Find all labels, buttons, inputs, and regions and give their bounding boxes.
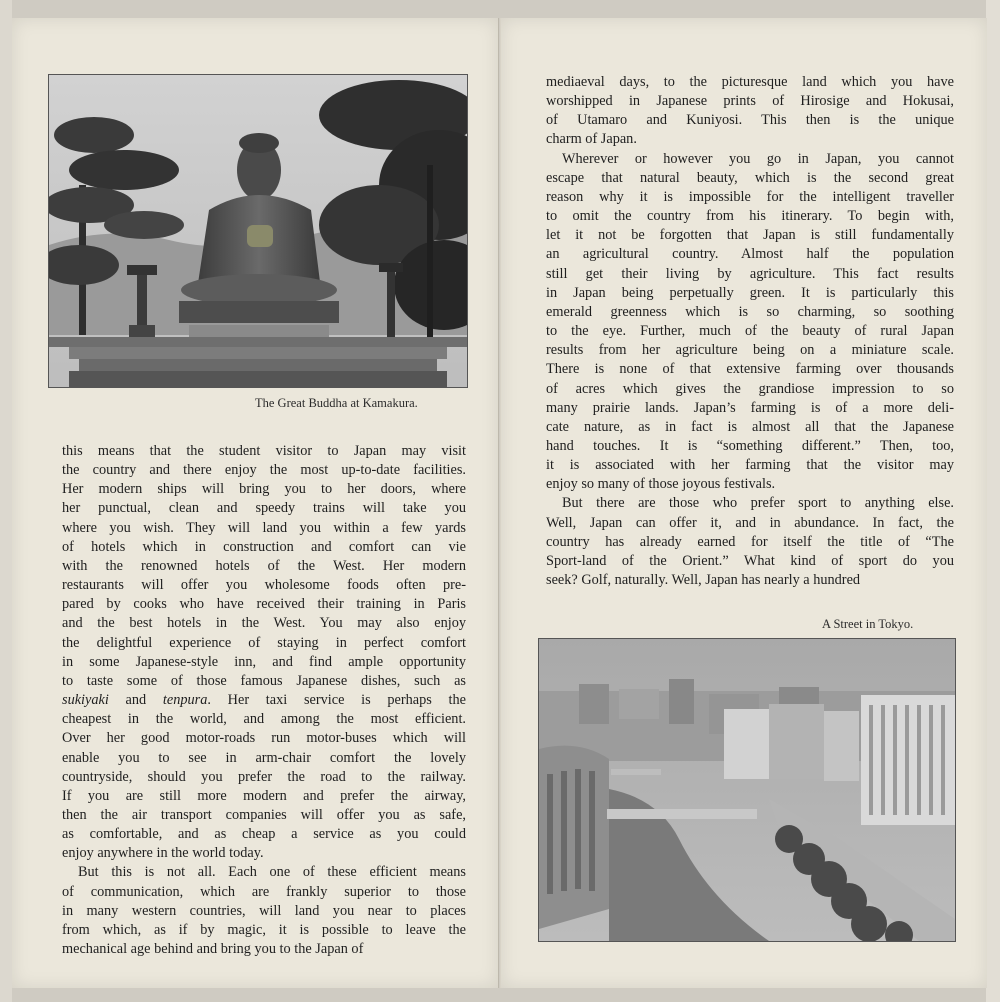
- text-line: the country and there enjoy the most up-to-date facilities.: [62, 462, 466, 479]
- text-line: Her modern ships will bring you to her doors, where: [62, 481, 466, 498]
- text-line: it is associated with her farming that the visitor may: [546, 457, 954, 474]
- text-line: country has already earned for itself the title of “The: [546, 533, 954, 550]
- text-line: countryside, should you prefer the road to the railway.: [62, 768, 466, 785]
- text-segment: and: [108, 692, 163, 709]
- text-line: [62, 691, 466, 710]
- text-line: of acres which gives the grandiose impression to so: [546, 380, 954, 397]
- text-line: mediaeval days, to the picturesque land which you have: [546, 74, 954, 90]
- text-line: reason why it is impossible for the intelligent traveller: [546, 188, 954, 205]
- text-line: cheapest in the world, and among the most efficient.: [62, 711, 466, 728]
- tokyo-street-photo: [538, 638, 956, 942]
- text-line: Over her good motor-roads run motor-buses which will: [62, 730, 466, 747]
- text-line: enjoy anywhere in the world today.: [62, 845, 264, 862]
- text-line: in some Japanese-style inn, and find ample opportunity: [62, 653, 466, 670]
- text-line: and the best hotels in the West. You may also enjoy: [62, 615, 466, 632]
- text-line: in Japan being perpetually green. It is particularly this: [546, 284, 954, 301]
- text-line: then the air transport companies will offer you as safe,: [62, 806, 466, 823]
- text-line: enjoy so many of those joyous festivals.: [546, 476, 776, 493]
- text-line: to the eye. Further, much of the beauty of rural Japan: [546, 323, 954, 340]
- text-line: her punctual, clean and speedy trains will take you: [62, 500, 466, 517]
- text-line: Well, Japan can offer it, and in abundance. In fact, the: [546, 514, 954, 531]
- text-line: But there are those who prefer sport to anything else.: [562, 495, 954, 512]
- text-line: results from her agriculture being on a miniature scale.: [546, 342, 954, 359]
- text-line: seek? Golf, naturally. Well, Japan has nearly a hundred: [546, 572, 861, 589]
- dish-name: sukiyaki: [62, 692, 109, 709]
- text-line: escape that natural beauty, which is the second great: [546, 169, 954, 186]
- text-line: If you are still more modern and prefer the airway,: [62, 787, 466, 804]
- text-line: let it not be forgotten that Japan is still fundamentally: [546, 227, 954, 244]
- left-column-text: [62, 442, 466, 959]
- text-line: hand touches. It is “something different.” Then, too,: [546, 437, 954, 454]
- text-line: many prairie lands. Japan’s farming is of a more deli-: [546, 399, 954, 416]
- left-page-edge: [0, 0, 12, 1002]
- text-line: to taste some of those famous Japanese dishes, such as: [62, 672, 466, 689]
- text-line: mechanical age behind and bring you to the Japan of: [62, 941, 364, 958]
- text-line: cate nature, as in fact is almost all that the Japanese: [546, 418, 954, 435]
- text-segment: . Her taxi service is perhaps the: [207, 692, 466, 709]
- text-line: of communication, which are frankly superior to those: [62, 883, 466, 900]
- text-line: enable you to see in arm-chair comfort the lovely: [62, 749, 466, 766]
- text-line: from which, as if by magic, it is possible to leave the: [62, 921, 466, 938]
- text-line: charm of Japan.: [546, 131, 637, 148]
- right-column-text: [546, 73, 954, 590]
- text-line: worshipped in Japanese prints of Hirosige and Hokusai,: [546, 93, 954, 110]
- text-line: But this is not all. Each one of these efficient means: [78, 864, 466, 881]
- dish-name: tenpura: [162, 692, 208, 709]
- text-line: this means that the student visitor to Japan may visit: [62, 443, 466, 459]
- text-line: to omit the country from his itinerary. To begin with,: [546, 208, 954, 225]
- great-buddha-photo: [48, 74, 468, 388]
- text-line: Wherever or however you go in Japan, you cannot: [562, 150, 954, 167]
- text-line: restaurants will offer you wholesome foods often pre-: [62, 577, 466, 594]
- text-line: the delightful experience of staying in perfect comfort: [62, 634, 466, 651]
- tokyo-caption: A Street in Tokyo.: [822, 617, 914, 631]
- text-line: pared by cooks who have received their training in Paris: [62, 596, 466, 613]
- text-line: emerald greenness which is so charming, so soothing: [546, 303, 954, 320]
- right-page-edge: [986, 0, 1000, 1002]
- text-line: of Utamaro and Kuniyosi. This then is the unique: [546, 112, 954, 129]
- text-line: where you wish. They will land you within a few yards: [62, 519, 466, 536]
- text-line: in many western countries, will land you near to places: [62, 902, 466, 919]
- text-line: Sport-land of the Orient.” What kind of sport do you: [546, 552, 954, 569]
- buddha-caption: The Great Buddha at Kamakura.: [255, 396, 418, 410]
- text-line: There is none of that extensive farming over thousands: [546, 361, 954, 378]
- text-line: as comfortable, and as cheap a service as you could: [62, 826, 466, 843]
- text-line: with the renowned hotels of the West. Her modern: [62, 557, 466, 574]
- text-line: an agricultural country. Almost half the population: [546, 246, 954, 263]
- text-line: still get their living by agriculture. This fact results: [546, 265, 954, 282]
- text-line: of hotels which in construction and comfort can vie: [62, 538, 466, 555]
